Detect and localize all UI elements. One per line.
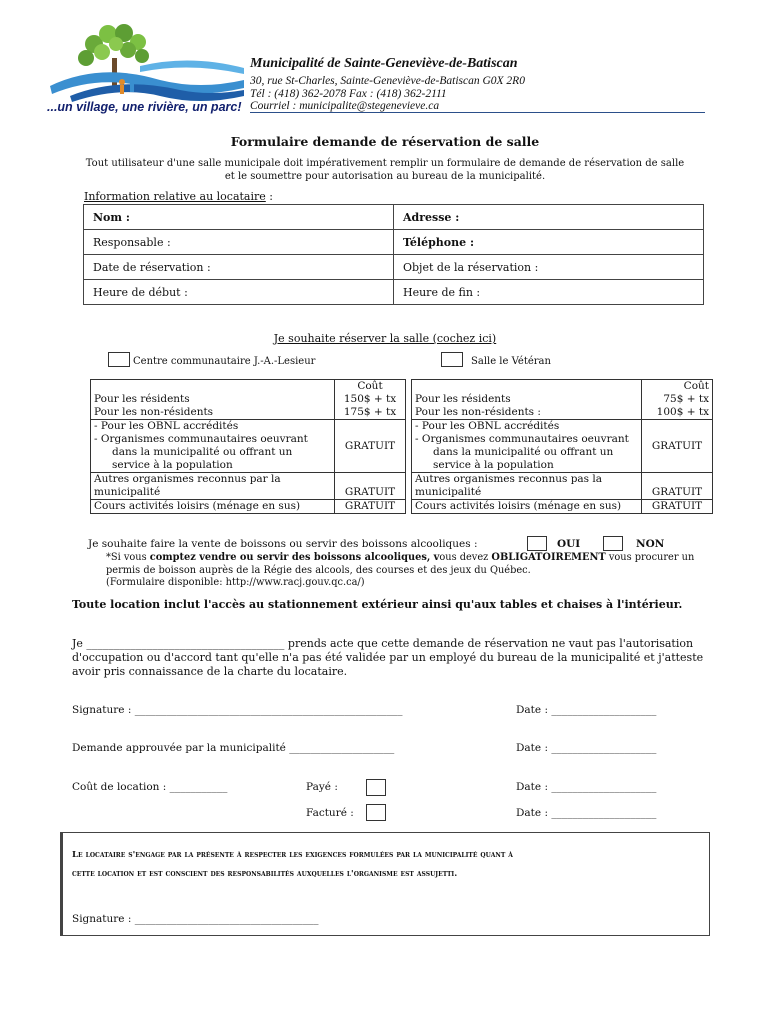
- alcohol-non-label: NON: [636, 538, 665, 550]
- heure-debut-field[interactable]: [84, 280, 394, 305]
- heure-debut-label: Heure de début :: [93, 285, 188, 299]
- rate-right-residents-cell: [412, 380, 642, 420]
- alcohol-permit-note: [106, 552, 711, 590]
- rate-right-price-non-residents: 100$ + tx: [656, 406, 709, 418]
- date-line-1[interactable]: Date : ____________________: [516, 704, 657, 716]
- paid-label: Payé :: [306, 781, 338, 793]
- note-prefix: *Si vous: [106, 552, 150, 563]
- heure-fin-label: Heure de fin :: [403, 285, 481, 299]
- alcohol-oui-label: OUI: [557, 538, 581, 550]
- rate-right-autres: Autres organismes reconnus pas la municipalité: [412, 473, 642, 500]
- engagement-signature-line[interactable]: Signature : ___________________________________: [72, 913, 319, 925]
- alcohol-question: Je souhaite faire la vente de boissons ou servir des boissons alcooliques :: [88, 538, 478, 550]
- rates-table-right: [411, 379, 713, 514]
- attestation-text: prends acte que cette demande de réservation ne vaut pas l'autorisation d'occupation ou d'accord tant qu'elle n'a pas été validée par un employé du bureau de la municipalité et j'atteste avoir pris connaissance de la charte du locataire.: [72, 637, 704, 678]
- rate-left-cours-price: GRATUIT: [335, 500, 406, 514]
- rate-left-autres: Autres organismes reconnus par la municipalité: [91, 473, 335, 500]
- rates-table-left: [90, 379, 406, 514]
- date-line-4[interactable]: Date : ____________________: [516, 807, 657, 819]
- rate-right-price-cell: [642, 380, 713, 420]
- note-bold-1: comptez vendre ou servir des boissons alcooliques, v: [149, 552, 440, 563]
- slogan: ...un village, une rivière, un parc!: [47, 100, 242, 114]
- adresse-label: Adresse :: [403, 210, 460, 224]
- approval-line[interactable]: Demande approuvée par la municipalité ____________________: [72, 742, 395, 754]
- objet-label: Objet de la réservation :: [403, 260, 539, 274]
- municipality-phone-fax: Tél : (418) 362-2078 Fax : (418) 362-2111: [250, 88, 447, 100]
- nom-field[interactable]: [84, 205, 394, 230]
- note-rest: vous procurer un permis de boisson auprès de la Régie des alcools, des courses et des jeux du Québec.: [106, 552, 695, 576]
- room2-checkbox[interactable]: [441, 352, 463, 367]
- note-link[interactable]: (Formulaire disponible: http://www.racj.gouv.qc.ca/): [106, 577, 365, 588]
- date-line-3[interactable]: Date : ____________________: [516, 781, 657, 793]
- room2-label: Salle le Vétéran: [471, 356, 551, 367]
- tenant-info-table: [83, 204, 704, 305]
- tenant-info-heading: Information relative au locataire: [84, 190, 266, 203]
- rate-right-residents: Pour les résidents: [415, 393, 511, 405]
- rate-left-price-residents: 150$ + tx: [343, 393, 397, 405]
- attestation-paragraph: [72, 637, 712, 679]
- engagement-line-1: Le locataire s'engage par la présente à respecter les exigences formulées par la municipalité quant à: [72, 850, 513, 860]
- rate-left-cout-header: Coût: [357, 380, 383, 392]
- objet-field[interactable]: [394, 255, 704, 280]
- header-rule: [250, 112, 705, 113]
- reserve-room-title: Je souhaite réserver la salle (cochez ici): [273, 332, 497, 345]
- adresse-field[interactable]: [394, 205, 704, 230]
- rate-right-obnl-price: GRATUIT: [642, 420, 713, 473]
- tenant-engagement-text: [72, 846, 702, 884]
- tenant-info-label: [84, 190, 273, 203]
- attestation-je: Je: [72, 637, 83, 650]
- date-line-2[interactable]: Date : ____________________: [516, 742, 657, 754]
- rate-left-obnl: - Pour les OBNL accrédités: [94, 420, 239, 432]
- rate-left-cours: Cours activités loisirs (ménage en sus): [91, 500, 335, 514]
- rate-right-obnl: - Pour les OBNL accrédités: [415, 420, 560, 432]
- rate-left-price-cell: [335, 380, 406, 420]
- intro-line-1: Tout utilisateur d'une salle municipale doit impérativement remplir un formulaire de demande de réservation de salle: [85, 158, 685, 169]
- signature-line-1[interactable]: Signature : ___________________________________________________: [72, 704, 403, 716]
- nom-label: Nom :: [93, 210, 130, 224]
- note-mid: ous devez: [439, 552, 492, 563]
- heure-fin-field[interactable]: [394, 280, 704, 305]
- parking-notice: Toute location inclut l'accès au stationnement extérieur ainsi qu'aux tables et chaises à l'intérieur.: [72, 598, 683, 611]
- alcohol-oui-checkbox[interactable]: [527, 536, 547, 551]
- rate-left-organismes: - Organismes communautaires oeuvrant dans la municipalité ou offrant un service à la population: [94, 433, 308, 471]
- paid-checkbox[interactable]: [366, 779, 386, 796]
- rate-left-residents-cell: [91, 380, 335, 420]
- responsable-label: Responsable :: [93, 235, 171, 249]
- municipality-name: Municipalité de Sainte-Geneviève-de-Batiscan: [250, 56, 518, 71]
- alcohol-non-checkbox[interactable]: [603, 536, 623, 551]
- rate-right-price-residents: 75$ + tx: [663, 393, 709, 405]
- form-title: Formulaire demande de réservation de salle: [230, 134, 540, 149]
- rate-left-autres-price: GRATUIT: [335, 473, 406, 500]
- room1-label: Centre communautaire J.-A.-Lesieur: [133, 356, 316, 367]
- rate-right-cout-header: Coût: [683, 380, 709, 392]
- room1-checkbox[interactable]: [108, 352, 130, 367]
- rate-right-non-residents: Pour les non-résidents :: [415, 406, 541, 418]
- form-intro: [60, 158, 710, 183]
- responsable-field[interactable]: [84, 230, 394, 255]
- rental-cost-line[interactable]: Coût de location : ___________: [72, 781, 228, 793]
- municipality-email: Courriel : municipalite@stegenevieve.ca: [250, 100, 440, 112]
- date-reservation-field[interactable]: [84, 255, 394, 280]
- rate-left-residents: Pour les résidents: [94, 393, 190, 405]
- municipality-address: 30, rue St-Charles, Sainte-Geneviève-de-Batiscan G0X 2R0: [250, 75, 525, 87]
- intro-line-2: et le soumettre pour autorisation au bureau de la municipalité.: [224, 170, 546, 182]
- rate-left-obnl-price: GRATUIT: [335, 420, 406, 473]
- date-reservation-label: Date de réservation :: [93, 260, 211, 274]
- rate-left-obnl-cell: [91, 420, 335, 473]
- rate-right-obnl-cell: [412, 420, 642, 473]
- telephone-label: Téléphone :: [403, 235, 475, 249]
- rate-right-cours-price: GRATUIT: [642, 500, 713, 514]
- invoiced-checkbox[interactable]: [366, 804, 386, 821]
- telephone-field[interactable]: [394, 230, 704, 255]
- rate-right-organismes: - Organismes communautaires oeuvrant dans la municipalité ou offrant un service à la population: [415, 433, 629, 471]
- rate-left-non-residents: Pour les non-résidents: [94, 406, 214, 418]
- note-bold-2: OBLIGATOIREMENT: [491, 552, 606, 563]
- attestation-name-blank[interactable]: ____________________________________: [86, 637, 285, 650]
- rate-right-autres-price: GRATUIT: [642, 473, 713, 500]
- rate-right-cours: Cours activités loisirs (ménage en sus): [412, 500, 642, 514]
- rate-left-price-non-residents: 175$ + tx: [343, 406, 397, 418]
- tenant-info-colon: :: [265, 190, 273, 203]
- engagement-line-2: cette location et est conscient des responsabilités auxquelles l'organisme est assujetti.: [72, 869, 458, 879]
- invoiced-label: Facturé :: [306, 807, 354, 819]
